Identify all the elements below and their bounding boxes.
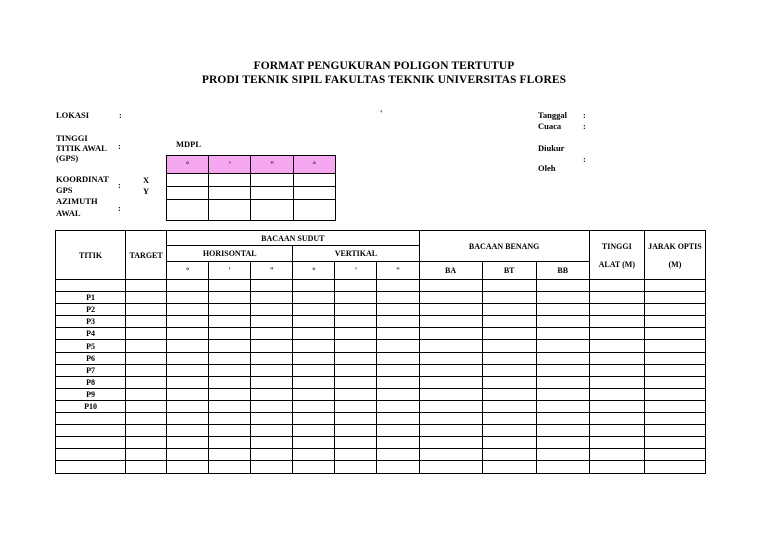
data-cell[interactable] — [293, 461, 335, 473]
table-row — [56, 352, 706, 364]
data-cell[interactable] — [536, 340, 589, 352]
table-row — [56, 292, 706, 304]
data-cell[interactable] — [126, 364, 167, 376]
table-row — [56, 280, 706, 292]
data-cell[interactable] — [644, 400, 705, 412]
data-cell[interactable] — [167, 316, 209, 328]
data-cell[interactable] — [335, 328, 377, 340]
data-cell[interactable] — [126, 437, 167, 449]
table-row — [56, 388, 706, 400]
data-cell[interactable] — [209, 352, 251, 364]
data-cell[interactable] — [644, 425, 705, 437]
tinggi-label-3: (GPS) — [56, 153, 79, 163]
data-cell[interactable] — [482, 461, 536, 473]
data-cell[interactable] — [482, 328, 536, 340]
data-cell[interactable] — [419, 364, 482, 376]
table-row — [56, 413, 706, 425]
data-cell[interactable] — [209, 413, 251, 425]
data-cell[interactable] — [589, 388, 644, 400]
data-cell[interactable] — [482, 449, 536, 461]
titik-cell — [56, 437, 126, 449]
data-cell[interactable] — [377, 376, 419, 388]
data-cell[interactable] — [126, 400, 167, 412]
data-cell[interactable] — [536, 461, 589, 473]
data-cell[interactable] — [536, 328, 589, 340]
data-cell[interactable] — [644, 449, 705, 461]
table-row — [56, 304, 706, 316]
titik-cell: P3 — [56, 316, 126, 328]
data-cell[interactable] — [536, 304, 589, 316]
titik-cell: P7 — [56, 364, 126, 376]
data-cell[interactable] — [536, 388, 589, 400]
data-cell[interactable] — [536, 316, 589, 328]
data-cell[interactable] — [293, 352, 335, 364]
data-cell[interactable] — [335, 304, 377, 316]
azimuth-cell[interactable] — [251, 200, 293, 221]
data-cell[interactable] — [335, 340, 377, 352]
data-cell[interactable] — [482, 316, 536, 328]
data-cell[interactable] — [482, 280, 536, 292]
coord-cell[interactable] — [167, 187, 209, 200]
data-cell[interactable] — [377, 364, 419, 376]
table-row — [56, 364, 706, 376]
data-cell[interactable] — [167, 449, 209, 461]
data-cell[interactable] — [126, 388, 167, 400]
data-cell[interactable] — [251, 437, 293, 449]
data-cell[interactable] — [209, 449, 251, 461]
data-cell[interactable] — [377, 400, 419, 412]
titik-cell: P10 — [56, 400, 126, 412]
data-cell[interactable] — [377, 437, 419, 449]
data-cell[interactable] — [419, 328, 482, 340]
data-cell[interactable] — [293, 388, 335, 400]
data-cell[interactable] — [644, 352, 705, 364]
data-cell[interactable] — [335, 388, 377, 400]
data-cell[interactable] — [536, 400, 589, 412]
titik-cell — [56, 461, 126, 473]
data-cell[interactable] — [377, 413, 419, 425]
titik-cell — [56, 413, 126, 425]
data-cell[interactable] — [293, 304, 335, 316]
data-cell[interactable] — [377, 461, 419, 473]
oleh-label: Oleh — [538, 163, 556, 173]
titik-cell: P6 — [56, 352, 126, 364]
data-cell[interactable] — [589, 364, 644, 376]
titik-cell — [56, 280, 126, 292]
data-cell[interactable] — [482, 340, 536, 352]
azimuth-cell[interactable] — [293, 200, 335, 221]
data-cell[interactable] — [209, 304, 251, 316]
data-cell[interactable] — [419, 425, 482, 437]
tinggi-alat-line1: TINGGI — [601, 241, 632, 251]
data-cell[interactable] — [126, 413, 167, 425]
bacaan-sudut-header: BACAAN SUDUT — [167, 231, 419, 246]
data-cell[interactable] — [335, 449, 377, 461]
tinggi-label-2: TITIK AWAL — [56, 143, 107, 153]
data-cell[interactable] — [335, 413, 377, 425]
measurement-rows — [56, 280, 706, 474]
bacaan-benang-header: BACAAN BENANG — [419, 231, 589, 262]
titik-cell — [56, 425, 126, 437]
data-cell[interactable] — [209, 425, 251, 437]
data-cell[interactable] — [482, 376, 536, 388]
data-cell[interactable] — [251, 425, 293, 437]
data-cell[interactable] — [536, 292, 589, 304]
cuaca-colon: : — [583, 121, 586, 131]
data-cell[interactable] — [377, 304, 419, 316]
data-cell[interactable] — [419, 352, 482, 364]
data-cell[interactable] — [644, 292, 705, 304]
x-label: X — [143, 175, 150, 185]
data-cell[interactable] — [167, 364, 209, 376]
jarak-optis-line2: (M) — [668, 259, 682, 269]
data-cell[interactable] — [335, 376, 377, 388]
data-cell[interactable] — [167, 340, 209, 352]
data-cell[interactable] — [644, 461, 705, 473]
azimuth-cell[interactable] — [209, 200, 251, 221]
data-cell[interactable] — [293, 376, 335, 388]
data-cell[interactable] — [589, 425, 644, 437]
bt-header: BT — [482, 262, 536, 280]
tinggi-label-1: TINGGI — [56, 133, 88, 143]
data-cell[interactable] — [126, 316, 167, 328]
data-cell[interactable] — [335, 352, 377, 364]
tinggi-colon: : — [118, 141, 121, 151]
data-cell[interactable] — [419, 304, 482, 316]
data-cell[interactable] — [419, 449, 482, 461]
lokasi-mark: ' — [380, 108, 383, 118]
coord-cell[interactable] — [251, 187, 293, 200]
data-cell[interactable] — [126, 352, 167, 364]
data-cell[interactable] — [589, 437, 644, 449]
data-cell[interactable] — [251, 316, 293, 328]
table-row — [56, 449, 706, 461]
lokasi-colon: : — [119, 110, 122, 120]
azimuth-cell[interactable] — [167, 200, 209, 221]
vertikal-header: VERTIKAL — [293, 246, 419, 262]
data-cell[interactable] — [536, 425, 589, 437]
table-row — [56, 437, 706, 449]
tanggal-colon: : — [583, 110, 586, 120]
coord-cell[interactable] — [209, 187, 251, 200]
data-cell[interactable] — [377, 449, 419, 461]
v-deg-header: ° — [293, 262, 335, 280]
data-cell[interactable] — [644, 413, 705, 425]
data-cell[interactable] — [209, 316, 251, 328]
data-cell[interactable] — [377, 280, 419, 292]
data-cell[interactable] — [419, 461, 482, 473]
data-cell[interactable] — [644, 280, 705, 292]
data-cell[interactable] — [209, 376, 251, 388]
azimuth-label-2: AWAL — [56, 208, 81, 218]
data-cell[interactable] — [293, 437, 335, 449]
data-cell[interactable] — [419, 292, 482, 304]
ba-header: BA — [419, 262, 482, 280]
data-cell[interactable] — [536, 364, 589, 376]
bb-header: BB — [536, 262, 589, 280]
azimuth-colon: : — [118, 203, 121, 213]
data-cell[interactable] — [419, 376, 482, 388]
coord-cell[interactable] — [209, 174, 251, 187]
table-row — [56, 316, 706, 328]
data-cell[interactable] — [377, 425, 419, 437]
data-cell[interactable] — [209, 328, 251, 340]
data-cell[interactable] — [167, 292, 209, 304]
data-cell[interactable] — [167, 352, 209, 364]
data-cell[interactable] — [293, 425, 335, 437]
data-cell[interactable] — [251, 364, 293, 376]
table-row — [56, 425, 706, 437]
data-cell[interactable] — [419, 400, 482, 412]
data-cell[interactable] — [251, 449, 293, 461]
data-cell[interactable] — [644, 304, 705, 316]
data-cell[interactable] — [482, 364, 536, 376]
data-cell[interactable] — [335, 292, 377, 304]
data-cell[interactable] — [209, 340, 251, 352]
data-cell[interactable] — [335, 316, 377, 328]
data-cell[interactable] — [335, 400, 377, 412]
data-cell[interactable] — [589, 280, 644, 292]
tanggal-label: Tanggal — [538, 110, 567, 120]
data-cell[interactable] — [251, 413, 293, 425]
y-label: Y — [143, 186, 150, 196]
form-title: FORMAT PENGUKURAN POLIGON TERTUTUP — [253, 60, 515, 72]
koordinat-label-2: GPS — [56, 185, 73, 195]
data-cell[interactable] — [126, 328, 167, 340]
data-cell[interactable] — [419, 437, 482, 449]
data-cell[interactable] — [335, 280, 377, 292]
data-cell[interactable] — [167, 413, 209, 425]
h-min-header: ' — [209, 262, 251, 280]
data-cell[interactable] — [589, 316, 644, 328]
data-cell[interactable] — [167, 328, 209, 340]
data-cell[interactable] — [482, 388, 536, 400]
data-cell[interactable] — [209, 364, 251, 376]
data-cell[interactable] — [589, 352, 644, 364]
horisontal-header: HORISONTAL — [167, 246, 293, 262]
data-cell[interactable] — [251, 400, 293, 412]
data-cell[interactable] — [644, 376, 705, 388]
data-cell[interactable] — [589, 304, 644, 316]
diukur-colon: : — [583, 154, 586, 164]
data-cell[interactable] — [251, 461, 293, 473]
data-cell[interactable] — [251, 376, 293, 388]
data-cell[interactable] — [251, 280, 293, 292]
titik-cell: P1 — [56, 292, 126, 304]
titik-cell: P4 — [56, 328, 126, 340]
data-cell[interactable] — [251, 304, 293, 316]
data-cell[interactable] — [589, 376, 644, 388]
min-header: ' — [209, 156, 251, 174]
data-cell[interactable] — [335, 461, 377, 473]
data-cell[interactable] — [589, 461, 644, 473]
data-cell[interactable] — [209, 292, 251, 304]
data-cell[interactable] — [167, 376, 209, 388]
data-cell[interactable] — [536, 449, 589, 461]
data-cell[interactable] — [126, 340, 167, 352]
data-cell[interactable] — [482, 304, 536, 316]
coord-cell[interactable] — [167, 174, 209, 187]
mdpl-label: MDPL — [176, 139, 202, 149]
h-deg-header: ° — [167, 262, 209, 280]
data-cell[interactable] — [126, 461, 167, 473]
coordinate-table — [166, 155, 336, 221]
data-cell[interactable] — [482, 400, 536, 412]
data-cell[interactable] — [251, 352, 293, 364]
data-cell[interactable] — [536, 437, 589, 449]
data-cell[interactable] — [419, 413, 482, 425]
jarak-optis-line1: JARAK OPTIS — [648, 241, 702, 251]
data-cell[interactable] — [126, 376, 167, 388]
data-cell[interactable] — [644, 316, 705, 328]
titik-header: TITIK — [56, 231, 126, 280]
tinggi-alat-header — [589, 231, 644, 280]
coord-cell[interactable] — [251, 174, 293, 187]
table-row — [56, 461, 706, 473]
data-cell[interactable] — [126, 292, 167, 304]
deg-header-2: ° — [293, 156, 335, 174]
data-cell[interactable] — [377, 388, 419, 400]
data-cell[interactable] — [644, 437, 705, 449]
data-cell[interactable] — [126, 280, 167, 292]
data-cell[interactable] — [293, 449, 335, 461]
koordinat-label-1: KOORDINAT — [56, 174, 109, 184]
titik-cell: P5 — [56, 340, 126, 352]
h-sec-header: " — [251, 262, 293, 280]
data-cell[interactable] — [589, 400, 644, 412]
data-cell[interactable] — [126, 449, 167, 461]
data-cell[interactable] — [589, 413, 644, 425]
data-cell[interactable] — [251, 292, 293, 304]
data-cell[interactable] — [293, 413, 335, 425]
data-cell[interactable] — [419, 340, 482, 352]
data-cell[interactable] — [482, 352, 536, 364]
data-cell[interactable] — [377, 352, 419, 364]
data-cell[interactable] — [209, 437, 251, 449]
v-sec-header: " — [377, 262, 419, 280]
data-cell[interactable] — [209, 280, 251, 292]
lokasi-label: LOKASI — [56, 110, 90, 120]
data-cell[interactable] — [589, 449, 644, 461]
data-cell[interactable] — [251, 388, 293, 400]
data-cell[interactable] — [126, 304, 167, 316]
data-cell[interactable] — [377, 340, 419, 352]
data-cell[interactable] — [167, 437, 209, 449]
data-cell[interactable] — [209, 388, 251, 400]
data-cell[interactable] — [589, 340, 644, 352]
data-cell[interactable] — [251, 340, 293, 352]
table-row — [56, 400, 706, 412]
data-cell[interactable] — [167, 400, 209, 412]
data-cell[interactable] — [293, 292, 335, 304]
coord-cell[interactable] — [293, 174, 335, 187]
data-cell[interactable] — [536, 413, 589, 425]
data-cell[interactable] — [167, 388, 209, 400]
deg-header: ° — [167, 156, 209, 174]
data-cell[interactable] — [377, 328, 419, 340]
sec-header: " — [251, 156, 293, 174]
cuaca-label: Cuaca — [538, 121, 562, 131]
data-cell[interactable] — [293, 328, 335, 340]
table-row — [56, 376, 706, 388]
data-cell[interactable] — [251, 328, 293, 340]
data-cell[interactable] — [126, 425, 167, 437]
titik-cell — [56, 449, 126, 461]
data-cell[interactable] — [293, 364, 335, 376]
data-cell[interactable] — [644, 364, 705, 376]
data-cell[interactable] — [536, 376, 589, 388]
target-header: TARGET — [126, 231, 167, 280]
data-cell[interactable] — [209, 400, 251, 412]
data-cell[interactable] — [644, 328, 705, 340]
data-cell[interactable] — [419, 280, 482, 292]
data-cell[interactable] — [482, 425, 536, 437]
data-cell[interactable] — [335, 425, 377, 437]
data-cell[interactable] — [589, 328, 644, 340]
titik-cell: P8 — [56, 376, 126, 388]
coord-cell[interactable] — [293, 187, 335, 200]
titik-cell: P9 — [56, 388, 126, 400]
data-cell[interactable] — [482, 437, 536, 449]
diukur-label: Diukur — [538, 143, 565, 153]
data-cell[interactable] — [377, 292, 419, 304]
data-cell[interactable] — [482, 292, 536, 304]
data-cell[interactable] — [644, 388, 705, 400]
data-cell[interactable] — [293, 400, 335, 412]
data-cell[interactable] — [644, 340, 705, 352]
azimuth-label-1: AZIMUTH — [56, 196, 98, 206]
form-subtitle: PRODI TEKNIK SIPIL FAKULTAS TEKNIK UNIVERSITAS FLORES — [201, 74, 567, 86]
data-cell[interactable] — [335, 364, 377, 376]
data-cell[interactable] — [482, 413, 536, 425]
data-cell[interactable] — [293, 340, 335, 352]
data-cell[interactable] — [419, 316, 482, 328]
measurement-table — [55, 230, 706, 474]
table-row — [56, 340, 706, 352]
koordinat-colon: : — [118, 180, 121, 190]
data-cell[interactable] — [589, 292, 644, 304]
data-cell[interactable] — [209, 461, 251, 473]
data-cell[interactable] — [293, 316, 335, 328]
data-cell[interactable] — [377, 316, 419, 328]
data-cell[interactable] — [167, 461, 209, 473]
data-cell[interactable] — [167, 280, 209, 292]
data-cell[interactable] — [419, 388, 482, 400]
data-cell[interactable] — [167, 304, 209, 316]
data-cell[interactable] — [167, 425, 209, 437]
titik-cell: P2 — [56, 304, 126, 316]
v-min-header: ' — [335, 262, 377, 280]
table-row — [56, 328, 706, 340]
data-cell[interactable] — [536, 352, 589, 364]
data-cell[interactable] — [335, 437, 377, 449]
tinggi-alat-line2: ALAT (M) — [598, 259, 635, 269]
data-cell[interactable] — [293, 280, 335, 292]
data-cell[interactable] — [536, 280, 589, 292]
jarak-optis-header — [644, 231, 705, 280]
